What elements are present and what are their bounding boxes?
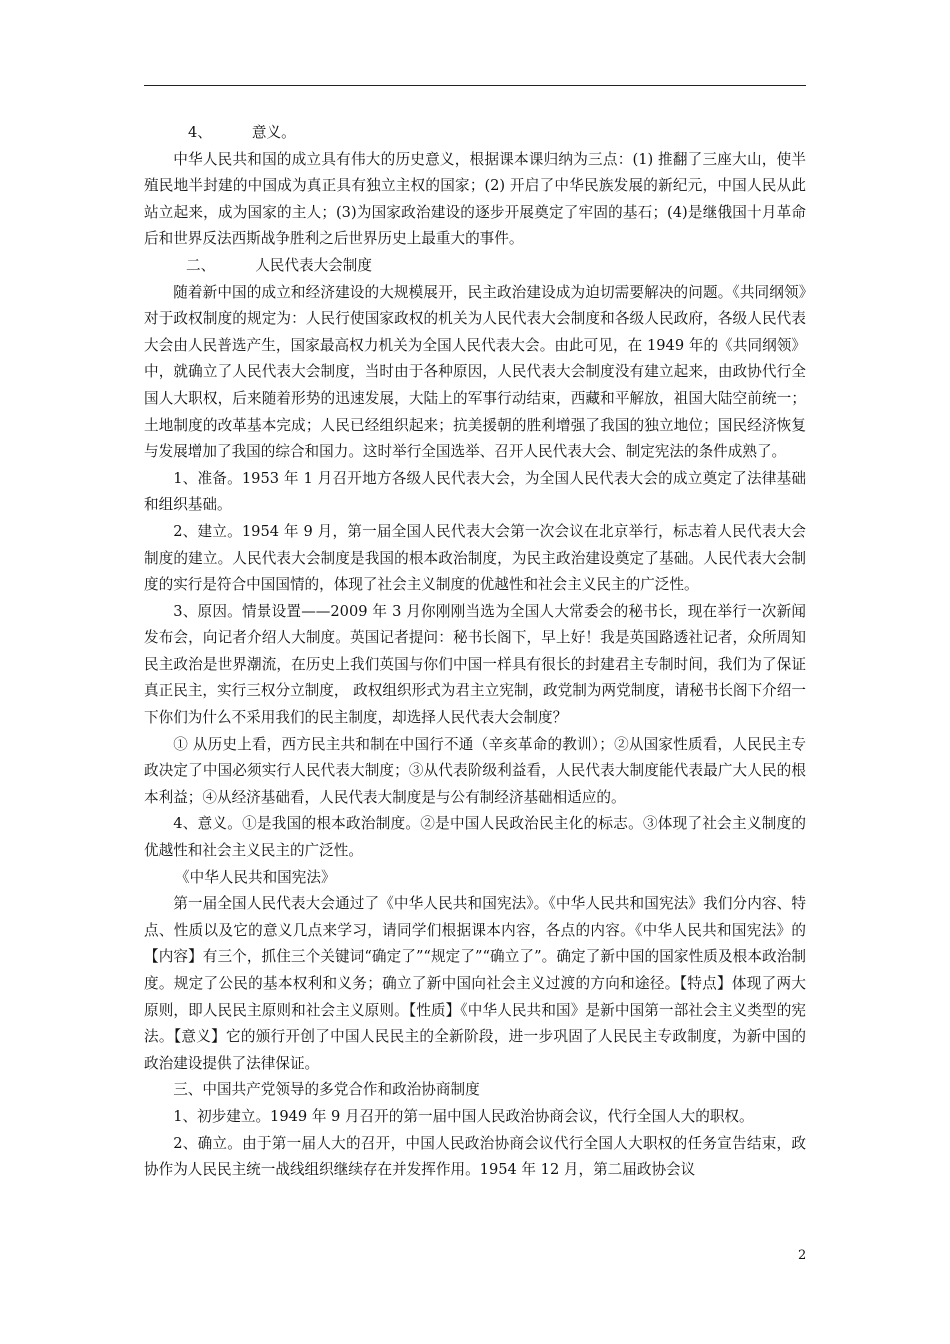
paragraph: 中华人民共和国的成立具有伟大的历史意义，根据课本课归纳为三点：(1) 推翻了三座大山，使半殖民地半封建的中国成为真正具有独立主权的国家；(2) 开启了中华民族发展的新纪元，中国人民从此站立起来，成为国家的主人；(3)为国家政治建设的逐步开展奠定了牢固的基石；(4)是继俄国十月革命后和世界反法西斯战争胜利之后世界历史上最重大的事件。: [144, 150, 806, 248]
paragraph: 4、意义。①是我国的根本政治制度。②是中国人民政治民主化的标志。③体现了社会主义制度的优越性和社会主义民主的广泛性。: [144, 815, 806, 860]
subheading-constitution: 《中华人民共和国宪法》: [175, 868, 336, 886]
section-number: 4、: [188, 124, 212, 141]
paragraph: 2、确立。由于第一届人大的召开，中国人民政治协商会议代行全国人大职权的任务宣告结束，政协作为人民民主统一战线组织继续存在并发挥作用。1954 年 12 月，第二届政协会议: [144, 1134, 806, 1179]
document-body: [144, 120, 806, 1184]
header-rule: [144, 85, 806, 86]
section-title: 人民代表大会制度: [255, 256, 372, 274]
paragraph: ① 从历史上看，西方民主共和制在中国行不通（辛亥革命的教训）；②从国家性质看，人民民主专政决定了中国必须实行人民代表大制度；③从代表阶级利益看，人民代表大制度能代表最广大人民的根本利益；④从经济基础看，人民代表大制度是与公有制经济基础相适应的。: [144, 735, 806, 806]
paragraph: 1、初步建立。1949 年 9 月召开的第一届中国人民政治协商会议，代行全国人大的职权。: [173, 1107, 754, 1125]
section-number: 二、: [186, 256, 216, 274]
paragraph: 1、准备。1953 年 1 月召开地方各级人民代表大会，为全国人民代表大会的成立奠定了法律基础和组织基础。: [144, 469, 806, 514]
paragraph: 3、原因。情景设置——2009 年 3 月你刚刚当选为全国人大常委会的秘书长，现在举行一次新闻发布会，向记者介绍人大制度。英国记者提问：秘书长阁下，早上好！我是英国路透社记者，众所周知民主政治是世界潮流，在历史上我们英国与你们中国一样具有很长的封建君主专制时间，我们为了保证真正民主，实行三权分立制度， 政权组织形式为君主立宪制，政党制为两党制度，请秘书长阁下介绍一下你们为什么不采用我们的民主制度，却选择人民代表大会制度？: [144, 602, 806, 727]
section-title: 意义。: [251, 124, 296, 141]
page-number: 2: [798, 1248, 807, 1263]
section-heading-significance: [144, 120, 806, 147]
section-heading-cpc: 三、中国共产党领导的多党合作和政治协商制度: [173, 1081, 480, 1099]
paragraph: 随着新中国的成立和经济建设的大规模展开，民主政治建设成为迫切需要解决的问题。《共同纲领》对于政权制度的规定为：人民行使国家政权的机关为人民代表大会制度和各级人民政府，各级人民代表大会由人民普选产生，国家最高权力机关为全国人民代表大会。由此可见，在 1949 年的《共同纲领》中，就确立了人民代表大会制度，当时由于各种原因，人民代表大会制度没有建立起来，由政协代行全国人大职权，后来随着形势的迅速发展，大陆上的军事行动结束，西藏和平解放，祖国大陆空前统一；土地制度的改革基本完成；人民已经组织起来；抗美援朝的胜利增强了我国的独立地位；国民经济恢复与发展增加了我国的综合和国力。这时举行全国选举、召开人民代表大会、制定宪法的条件成熟了。: [144, 283, 806, 461]
section-heading-npc: [144, 253, 806, 280]
paragraph: 第一届全国人民代表大会通过了《中华人民共和国宪法》。《中华人民共和国宪法》我们分内容、特点、性质以及它的意义几点来学习，请同学们根据课本内容，各点的内容。《中华人民共和国宪法》的【内容】有三个，抓住三个关键词“确定了”“规定了”“确立了”。确定了新中国的国家性质及根本政治制度。规定了公民的基本权利和义务；确立了新中国向社会主义过渡的方向和途径。【特点】体现了两大原则，即人民民主原则和社会主义原则。【性质】《中华人民共和国》是新中国第一部社会主义类型的宪法。【意义】它的颁行开创了中国人民民主的全新阶段，进一步巩固了人民民主专政制度，为新中国的政治建设提供了法律保证。: [144, 895, 806, 1072]
paragraph: 2、建立。1954 年 9 月，第一届全国人民代表大会第一次会议在北京举行，标志着人民代表大会制度的建立。人民代表大会制度是我国的根本政治制度，为民主政治建设奠定了基础。人民代表大会制度的实行是符合中国国情的，体现了社会主义制度的优越性和社会主义民主的广泛性。: [144, 522, 806, 594]
